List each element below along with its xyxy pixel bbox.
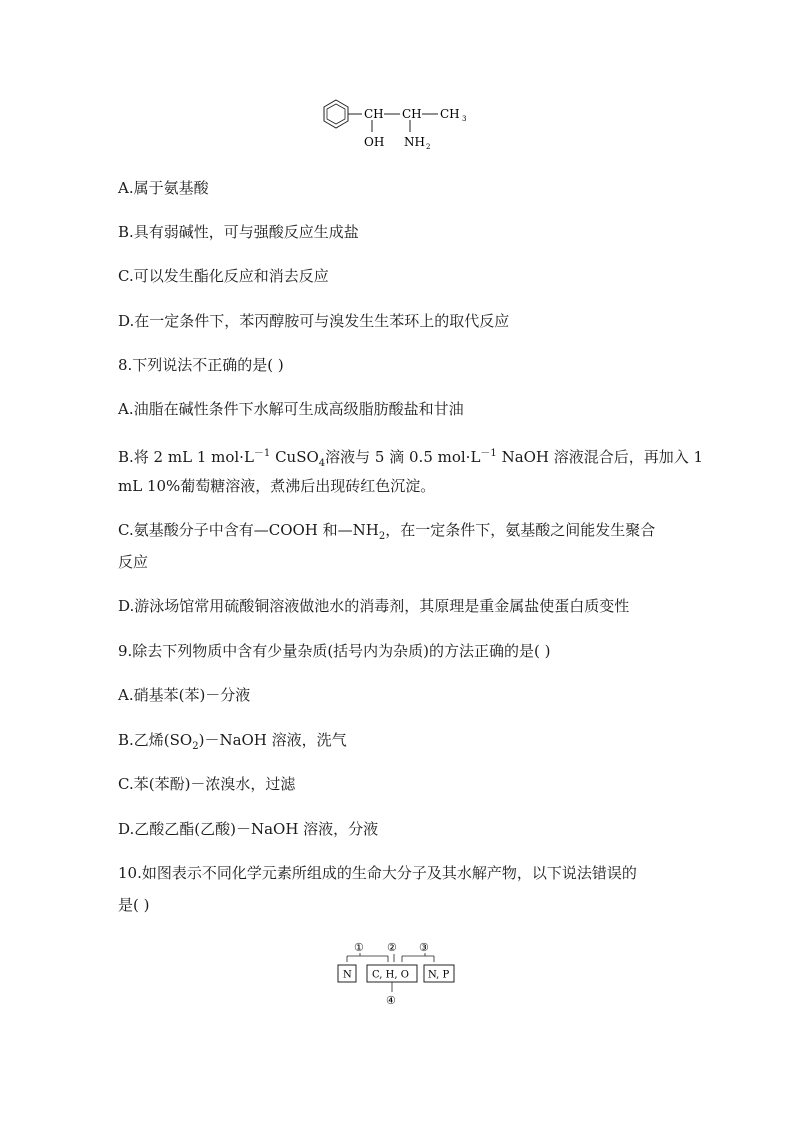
q7-option-a: A.属于氨基酸 (118, 179, 209, 197)
q8-b-mid: CuSO (270, 448, 319, 466)
diagram-box-n-text: N (343, 969, 352, 981)
q8-option-c-line2: 反应 (118, 553, 149, 571)
q8-option-b-line2: mL 10%葡萄糖溶液，煮沸后出现砖红色沉淀。 (118, 477, 436, 495)
ch3-group: CH (440, 107, 460, 121)
q9-option-b (118, 729, 347, 758)
diagram-box-cho-text: C, H, O (372, 969, 409, 981)
q8-c-post: ，在一定条件下，氨基酸之间能发生聚合 (385, 521, 656, 539)
element-diagram (330, 938, 460, 1018)
q9-b-sub: 2 (192, 741, 199, 752)
q9-b-pre: B.乙烯(SO (118, 731, 193, 749)
q8-b-sup1: －1 (253, 448, 271, 459)
q8-stem: 8.下列说法不正确的是( ) (118, 356, 284, 374)
phenylpropanolamine-structure (318, 98, 478, 154)
structural-formula (318, 98, 478, 154)
q8-option-a: A.油脂在碱性条件下水解可生成高级脂肪酸盐和甘油 (118, 400, 464, 418)
q10-stem-line2: 是( ) (118, 896, 150, 914)
q8-b-post: NaOH 溶液混合后，再加入 1 (496, 448, 704, 466)
q9-stem: 9.除去下列物质中含有少量杂质(括号内为杂质)的方法正确的是( ) (118, 642, 551, 660)
element-diagram-svg (330, 938, 460, 1018)
q7-option-c: C.可以发生酯化反应和消去反应 (118, 267, 329, 285)
ch-group-1: CH (364, 107, 384, 121)
q8-b-sup2: －1 (480, 448, 497, 459)
q9-option-c: C.苯(苯酚)－浓溴水，过滤 (118, 775, 296, 793)
q8-b-pre: B.将 2 mL 1 mol·L (118, 448, 254, 466)
nh2-subscript: 2 (426, 143, 431, 151)
q8-c-sub: 2 (378, 531, 386, 542)
diagram-label-2: ② (387, 941, 397, 954)
ch3-subscript: 3 (462, 115, 467, 123)
q7-option-d: D.在一定条件下，苯丙醇胺可与溴发生生苯环上的取代反应 (118, 312, 510, 330)
q10-stem-line1: 10.如图表示不同化学元素所组成的生命大分子及其水解产物，以下说法错误的 (118, 864, 637, 882)
nh2-group: NH (404, 135, 425, 149)
ch-group-2: CH (402, 107, 422, 121)
q8-b-sub: 4 (318, 458, 326, 469)
diagram-label-1: ① (354, 941, 364, 954)
q8-c-pre: C.氨基酸分子中含有—COOH 和—NH (118, 521, 379, 539)
q7-option-b: B.具有弱碱性，可与强酸反应生成盐 (118, 223, 359, 241)
benzene-inner-ring (327, 104, 345, 124)
oh-group: OH (364, 135, 385, 149)
q8-b-mid2: 溶液与 5 滴 0.5 mol·L (325, 448, 481, 466)
diagram-label-3: ③ (419, 941, 429, 954)
diagram-box-np-text: N, P (428, 969, 450, 981)
q9-b-post: )－NaOH 溶液，洗气 (198, 731, 347, 749)
diagram-label-4: ④ (386, 994, 396, 1007)
q8-option-b-line1 (118, 443, 703, 475)
q8-option-c-line1 (118, 519, 655, 548)
q8-option-d: D.游泳场馆常用硫酸铜溶液做池水的消毒剂，其原理是重金属盐使蛋白质变性 (118, 597, 630, 615)
q9-option-a: A.硝基苯(苯)－分液 (118, 686, 251, 704)
q9-option-d: D.乙酸乙酯(乙酸)－NaOH 溶液，分液 (118, 820, 379, 838)
